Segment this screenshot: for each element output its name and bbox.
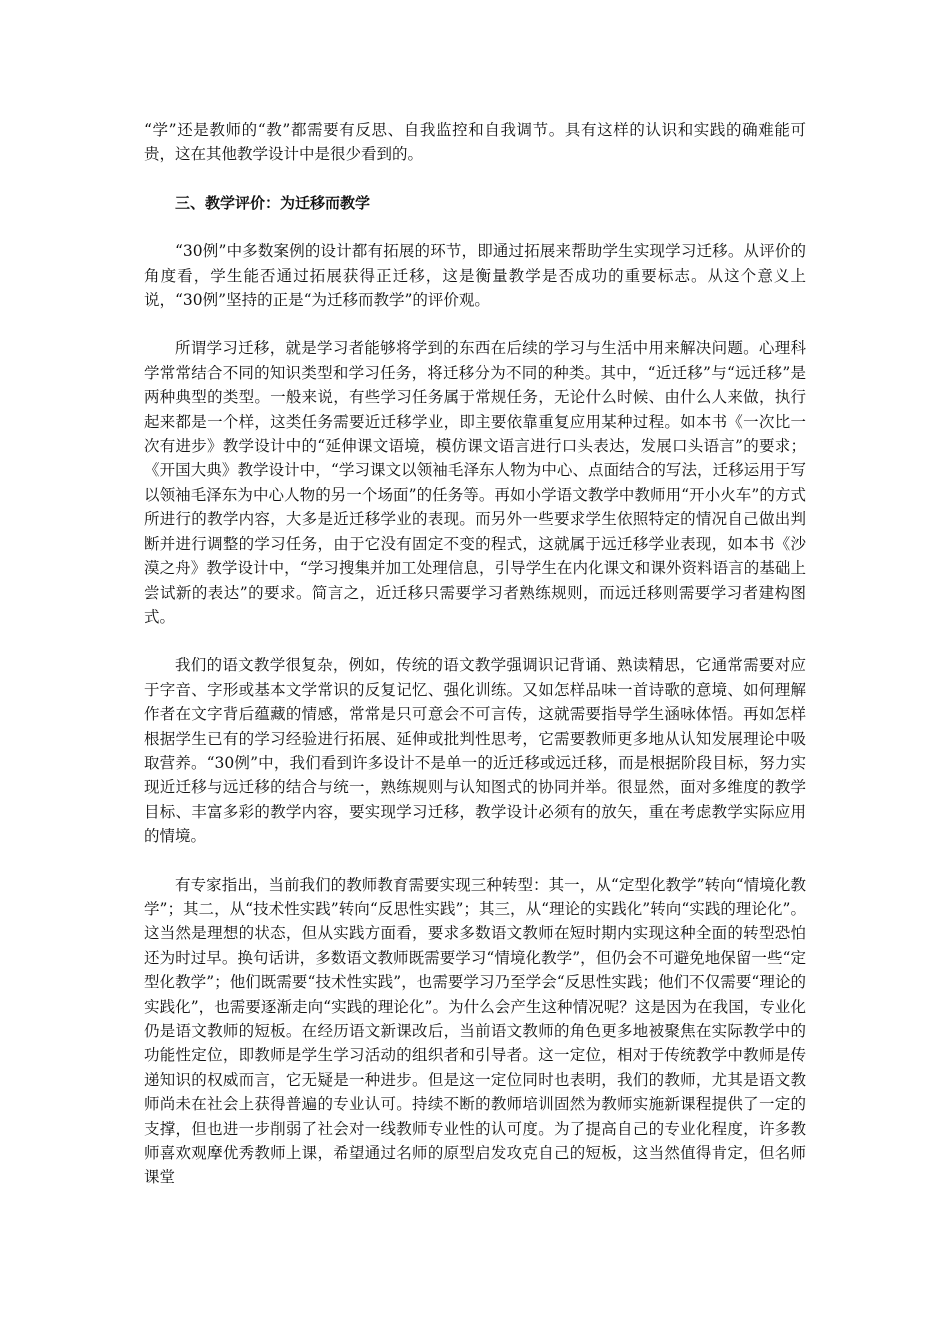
paragraph-complexity: 我们的语文教学很复杂，例如，传统的语文教学强调识记背诵、熟读精思，它通常需要对应于字音、字形或基本文学常识的反复记忆、强化训练。又如怎样品味一首诗歌的意境、如何理解作者在文字背后蕴藏的情感，常常是只可意会不可言传，这就需要指导学生涵咏体悟。再如怎样根据学生已有的学习经验进行拓展、延伸或批判性思考，它需要教师更多地从认知发展理论中吸取营养。“30例”中，我们看到许多设计不是单一的近迁移或远迁移，而是根据阶段目标，努力实现近迁移与远迁移的结合与统一，熟练规则与认知图式的协同并举。很显然，面对多维度的教学目标、丰富多彩的教学内容，要实现学习迁移，教学设计必须有的放矢，重在考虑教学实际应用的情境。 bbox=[144, 656, 806, 846]
paragraph-transfer: 所谓学习迁移，就是学习者能够将学到的东西在后续的学习与生活中用来解决问题。心理科学常常结合不同的知识类型和学习任务，将迁移分为不同的种类。其中，“近迁移”与“远迁移”是两种典型的类型。一般来说，有些学习任务属于常规任务，无论什么时候、由什么人来做，执行起来都是一个样，这类任务需要近迁移学业，即主要依靠重复应用某种过程。如本书《一次比一次有进步》教学设计中的“延伸课文语境，模仿课文语言进行口头表达，发展口头语言”的要求；《开国大典》教学设计中，“学习课文以领袖毛泽东人物为中心、点面结合的写法，迁移运用于写以领袖毛泽东为中心人物的另一个场面”的任务等。再如小学语文教学中教师用“开小火车”的方式所进行的教学内容，大多是近迁移学业的表现。而另外一些要求学生依照特定的情况自己做出判断并进行调整的学习任务，由于它没有固定不变的程式，这就属于远迁移学业表现，如本书《沙漠之舟》教学设计中，“学习搜集并加工处理信息，引导学生在内化课文和课外资料语言的基础上尝试新的表达”的要求。简言之，近迁移只需要学习者熟练规则，而远迁移则需要学习者建构图式。 bbox=[144, 339, 806, 626]
paragraph-intro: “30例”中多数案例的设计都有拓展的环节，即通过拓展来帮助学生实现学习迁移。从评价的角度看，学生能否通过拓展获得正迁移，这是衡量教学是否成功的重要标志。从这个意义上说，“30例”坚持的正是“为迁移而教学”的评价观。 bbox=[144, 242, 806, 310]
section-heading: 三、教学评价：为迁移而教学 bbox=[175, 193, 371, 212]
paragraph-continuation: “学”还是教师的“教”都需要有反思、自我监控和自我调节。具有这样的认识和实践的确难能可贵，这在其他教学设计中是很少看到的。 bbox=[144, 121, 806, 164]
document-body bbox=[144, 118, 806, 1190]
paragraph-experts: 有专家指出，当前我们的教师教育需要实现三种转型：其一，从“定型化教学”转向“情境化教学”；其二，从“技术性实践”转向“反思性实践”；其三，从“理论的实践化”转向“实践的理论化”。这当然是理想的状态，但从实践方面看，要求多数语文教师在短时期内实现这种全面的转型恐怕还为时过早。换句话讲，多数语文教师既需要学习“情境化教学”，但仍会不可避免地保留一些“定型化教学”；他们既需要“技术性实践”，也需要学习乃至学会“反思性实践；他们不仅需要“理论的实践化”，也需要逐渐走向“实践的理论化”。为什么会产生这种情况呢？这是因为在我国，专业化仍是语文教师的短板。在经历语文新课改后，当前语文教师的角色更多地被聚焦在实际教学中的功能性定位，即教师是学生学习活动的组织者和引导者。这一定位，相对于传统教学中教师是传递知识的权威而言，它无疑是一种进步。但是这一定位同时也表明，我们的教师，尤其是语文教师尚未在社会上获得普遍的专业认可。持续不断的教师培训固然为教师实施新课程提供了一定的支撑，但也进一步削弱了社会对一线教师专业性的认可度。为了提高自己的专业化程度，许多教师喜欢观摩优秀教师上课，希望通过名师的原型启发攻克自己的短板，这当然值得肯定，但名师课堂 bbox=[144, 875, 806, 1187]
